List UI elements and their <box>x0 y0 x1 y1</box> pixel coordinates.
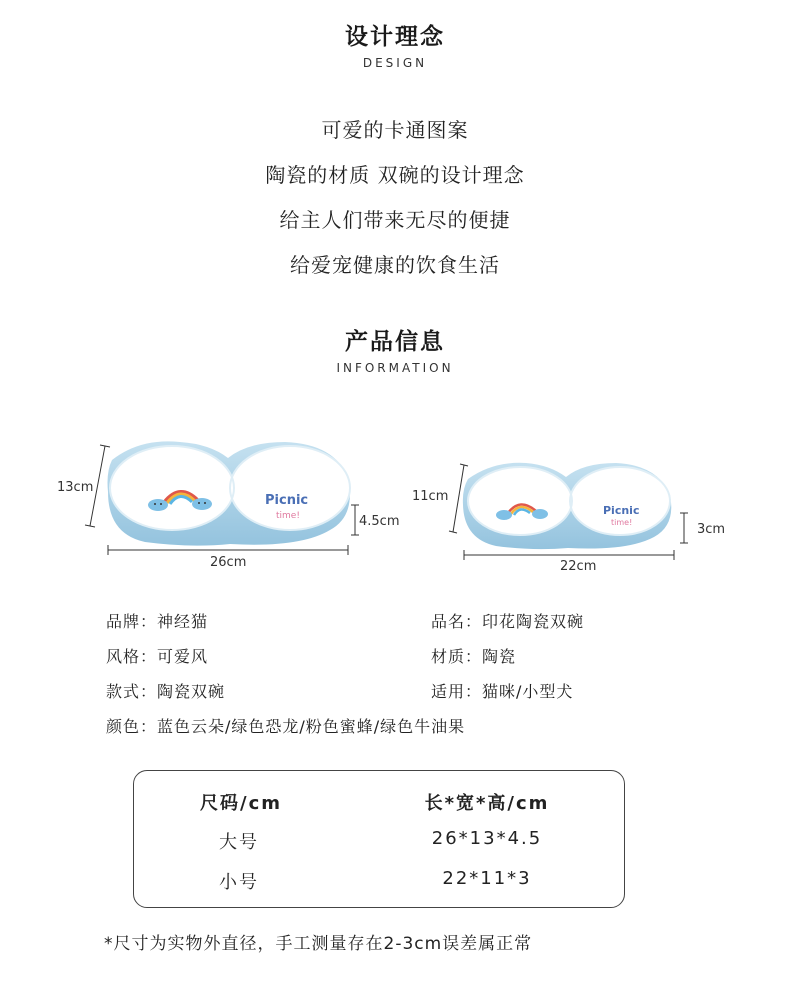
spec-suitable: 适用：猫咪/小型犬 <box>431 682 574 701</box>
size-row-small-dims: 22*11*3 <box>442 868 532 889</box>
size-row-small-label: 小号 <box>219 872 259 893</box>
small-bowl-image <box>448 455 688 570</box>
small-height-label: 3cm <box>697 522 726 537</box>
spec-colors: 颜色：蓝色云朵/绿色恐龙/粉色蜜蜂/绿色牛油果 <box>106 717 466 736</box>
small-depth-label: 11cm <box>412 489 449 504</box>
size-table <box>133 770 625 908</box>
design-subtitle: DESIGN <box>362 56 428 70</box>
design-line-1: 可爱的卡通图案 <box>321 118 469 142</box>
design-line-4: 给爱宠健康的饮食生活 <box>290 253 500 277</box>
design-title: 设计理念 <box>345 24 445 50</box>
small-width-label: 22cm <box>560 559 597 574</box>
spec-brand: 品牌：神经猫 <box>106 612 209 631</box>
small-bowl-brand-text-2: time! <box>611 518 633 527</box>
large-bowl-image <box>80 430 360 560</box>
large-height-label: 4.5cm <box>359 514 400 529</box>
info-title: 产品信息 <box>345 329 445 355</box>
spec-name: 品名：印花陶瓷双碗 <box>431 612 585 631</box>
size-header-size: 尺码/cm <box>200 793 282 814</box>
design-line-3: 给主人们带来无尽的便捷 <box>279 208 511 232</box>
large-bowl-brand-text: Picnic <box>265 493 309 508</box>
spec-material: 材质：陶瓷 <box>431 647 517 666</box>
footnote: *尺寸为实物外直径，手工测量存在2-3cm误差属正常 <box>104 934 533 954</box>
size-row-large-label: 大号 <box>219 832 259 853</box>
large-bowl-brand-text-2: time! <box>276 511 300 521</box>
size-row-large-dims: 26*13*4.5 <box>431 828 543 849</box>
spec-style: 风格：可爱风 <box>106 647 209 666</box>
small-bowl-brand-text: Picnic <box>603 504 640 517</box>
large-depth-label: 13cm <box>57 480 94 495</box>
info-subtitle: INFORMATION <box>336 361 454 375</box>
size-header-dims: 长*宽*高/cm <box>424 793 550 814</box>
large-width-label: 26cm <box>210 555 247 570</box>
spec-type: 款式：陶瓷双碗 <box>106 682 226 701</box>
design-line-2: 陶瓷的材质 双碗的设计理念 <box>265 163 525 187</box>
